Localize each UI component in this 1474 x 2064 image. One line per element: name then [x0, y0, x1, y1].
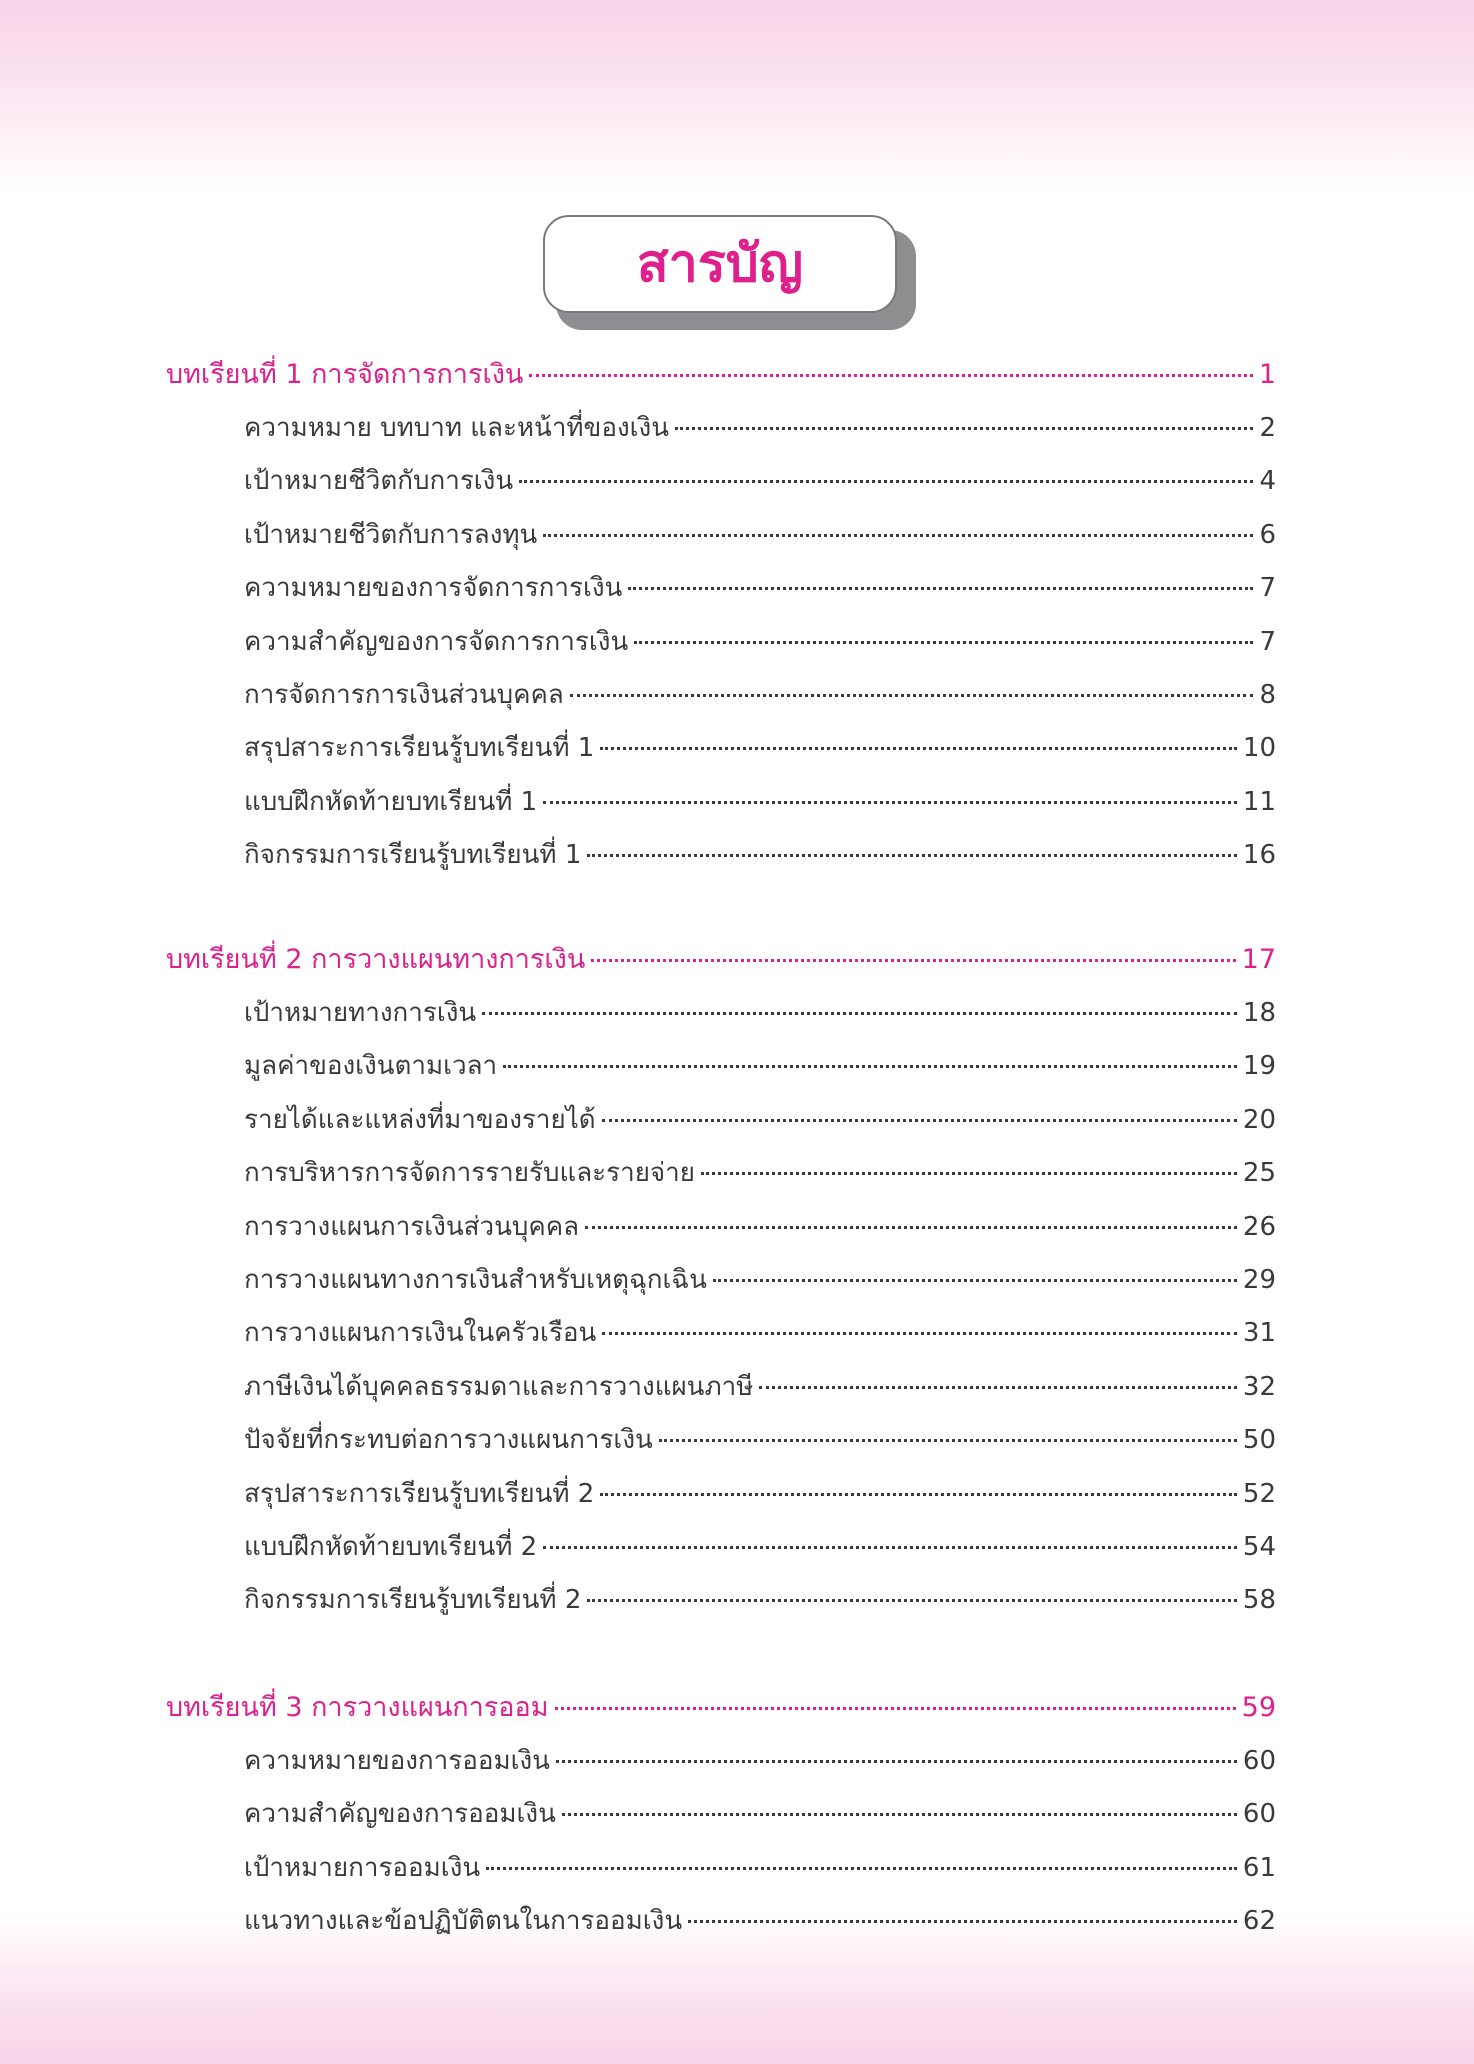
toc-item[interactable] — [244, 1420, 1276, 1460]
dot-leader — [587, 1599, 1237, 1602]
page-number: 18 — [1242, 998, 1276, 1028]
dot-leader — [659, 1439, 1237, 1442]
toc-chapter-3[interactable] — [166, 1688, 1276, 1728]
dot-leader — [600, 747, 1237, 750]
toc-item-label: ความหมายของการจัดการการเงิน — [244, 573, 623, 603]
toc-item-label: รายได้และแหล่งที่มาของรายได้ — [244, 1105, 596, 1135]
page-number: 8 — [1259, 680, 1276, 710]
dot-leader — [482, 1012, 1237, 1015]
dot-leader — [503, 1065, 1237, 1068]
toc-item-label: การวางแผนการเงินส่วนบุคคล — [244, 1212, 580, 1242]
toc-item[interactable] — [244, 993, 1276, 1033]
toc-item-label: การจัดการการเงินส่วนบุคคล — [244, 680, 564, 710]
dot-leader — [556, 1760, 1237, 1763]
page-number: 6 — [1259, 520, 1276, 550]
toc-item-label: เป้าหมายชีวิตกับการเงิน — [244, 466, 514, 496]
toc-item-label: เป้าหมายชีวิตกับการลงทุน — [244, 520, 538, 550]
dot-leader — [570, 694, 1254, 697]
toc-chapter-1[interactable] — [166, 355, 1276, 395]
toc-item-label: สรุปสาระการเรียนรู้บทเรียนที่ 1 — [244, 733, 595, 763]
toc-item[interactable] — [244, 1527, 1276, 1567]
toc-item[interactable] — [244, 1580, 1276, 1620]
toc-item[interactable] — [244, 1474, 1276, 1514]
page-number: 52 — [1242, 1479, 1276, 1509]
page-number: 26 — [1242, 1212, 1276, 1242]
page-number: 17 — [1241, 944, 1276, 975]
toc-item[interactable] — [244, 622, 1276, 662]
toc-item-label: กิจกรรมการเรียนรู้บทเรียนที่ 2 — [244, 1585, 582, 1615]
toc-item[interactable] — [244, 1260, 1276, 1300]
page-number: 7 — [1259, 627, 1276, 657]
toc-item[interactable] — [244, 675, 1276, 715]
toc-item[interactable] — [244, 728, 1276, 768]
chapter-title: บทเรียนที่ 2 การวางแผนทางการเงิน — [166, 944, 586, 975]
dot-leader — [628, 587, 1253, 590]
page-number: 11 — [1242, 787, 1276, 817]
page-number: 2 — [1259, 413, 1276, 443]
toc-item[interactable] — [244, 1046, 1276, 1086]
dot-leader — [600, 1493, 1237, 1496]
toc-item[interactable] — [244, 1901, 1276, 1941]
toc-item[interactable] — [244, 1848, 1276, 1888]
toc-item[interactable] — [244, 835, 1276, 875]
dot-leader — [486, 1867, 1237, 1870]
toc-item-label: ความหมาย บทบาท และหน้าที่ของเงิน — [244, 413, 670, 443]
page-number: 32 — [1242, 1372, 1276, 1402]
toc-item-label: สรุปสาระการเรียนรู้บทเรียนที่ 2 — [244, 1479, 595, 1509]
dot-leader — [759, 1386, 1237, 1389]
toc-item-label: ความสำคัญของการออมเงิน — [244, 1799, 556, 1829]
chapter-title: บทเรียนที่ 1 การจัดการการเงิน — [166, 359, 524, 390]
dot-leader — [543, 1546, 1237, 1549]
page-number: 7 — [1259, 573, 1276, 603]
dot-leader — [587, 854, 1237, 857]
dot-leader — [602, 1119, 1237, 1122]
toc-item-label: เป้าหมายทางการเงิน — [244, 998, 477, 1028]
dot-leader — [519, 480, 1253, 483]
toc-item[interactable] — [244, 1741, 1276, 1781]
toc-chapter-2[interactable] — [166, 940, 1276, 980]
page-number: 1 — [1258, 359, 1276, 390]
toc-item-label: ความหมายของการออมเงิน — [244, 1746, 550, 1776]
toc-item[interactable] — [244, 515, 1276, 555]
page-number: 16 — [1242, 840, 1276, 870]
page-number: 31 — [1242, 1318, 1276, 1348]
toc-item-label: การวางแผนการเงินในครัวเรือน — [244, 1318, 597, 1348]
toc-item-label: กิจกรรมการเรียนรู้บทเรียนที่ 1 — [244, 840, 582, 870]
dot-leader — [634, 641, 1253, 644]
toc-item[interactable] — [244, 782, 1276, 822]
dot-leader — [555, 1707, 1236, 1710]
page-number: 61 — [1242, 1853, 1276, 1883]
dot-leader — [602, 1332, 1237, 1335]
dot-leader — [543, 534, 1253, 537]
page-number: 20 — [1242, 1105, 1276, 1135]
toc-item[interactable] — [244, 1367, 1276, 1407]
dot-leader — [591, 959, 1235, 962]
toc-item-label: การวางแผนทางการเงินสำหรับเหตุฉุกเฉิน — [244, 1265, 707, 1295]
toc-item[interactable] — [244, 1794, 1276, 1834]
page-number: 60 — [1242, 1746, 1276, 1776]
page-number: 4 — [1259, 466, 1276, 496]
page-number: 29 — [1242, 1265, 1276, 1295]
toc-item[interactable] — [244, 1207, 1276, 1247]
toc-item-label: มูลค่าของเงินตามเวลา — [244, 1051, 498, 1081]
page-number: 54 — [1242, 1532, 1276, 1562]
page-number: 10 — [1242, 733, 1276, 763]
toc-item[interactable] — [244, 568, 1276, 608]
page-number: 25 — [1242, 1158, 1276, 1188]
toc-item[interactable] — [244, 461, 1276, 501]
chapter-title: บทเรียนที่ 3 การวางแผนการออม — [166, 1692, 549, 1723]
dot-leader — [562, 1813, 1237, 1816]
dot-leader — [688, 1920, 1237, 1923]
page-number: 60 — [1242, 1799, 1276, 1829]
dot-leader — [585, 1226, 1237, 1229]
page-number: 19 — [1242, 1051, 1276, 1081]
toc-item[interactable] — [244, 1100, 1276, 1140]
page-number: 62 — [1242, 1906, 1276, 1936]
dot-leader — [713, 1279, 1237, 1282]
toc-item-label: การบริหารการจัดการรายรับและรายจ่าย — [244, 1158, 696, 1188]
toc-item-label: แบบฝึกหัดท้ายบทเรียนที่ 1 — [244, 787, 538, 817]
toc-item-label: แบบฝึกหัดท้ายบทเรียนที่ 2 — [244, 1532, 538, 1562]
toc-item[interactable] — [244, 408, 1276, 448]
page-title: สารบัญ — [636, 234, 804, 294]
toc-item[interactable] — [244, 1313, 1276, 1353]
toc-item[interactable] — [244, 1153, 1276, 1193]
toc-item-label: เป้าหมายการออมเงิน — [244, 1853, 481, 1883]
dot-leader — [543, 801, 1237, 804]
toc-item-label: ความสำคัญของการจัดการการเงิน — [244, 627, 629, 657]
toc-item-label: ภาษีเงินได้บุคคลธรรมดาและการวางแผนภาษี — [244, 1372, 754, 1402]
dot-leader — [701, 1172, 1237, 1175]
toc-item-label: ปัจจัยที่กระทบต่อการวางแผนการเงิน — [244, 1425, 653, 1455]
toc-item-label: แนวทางและข้อปฏิบัติตนในการออมเงิน — [244, 1906, 683, 1936]
page-number: 50 — [1242, 1425, 1276, 1455]
page-number: 59 — [1241, 1692, 1276, 1723]
page-number: 58 — [1242, 1585, 1276, 1615]
dot-leader — [529, 374, 1252, 377]
dot-leader — [675, 427, 1253, 430]
